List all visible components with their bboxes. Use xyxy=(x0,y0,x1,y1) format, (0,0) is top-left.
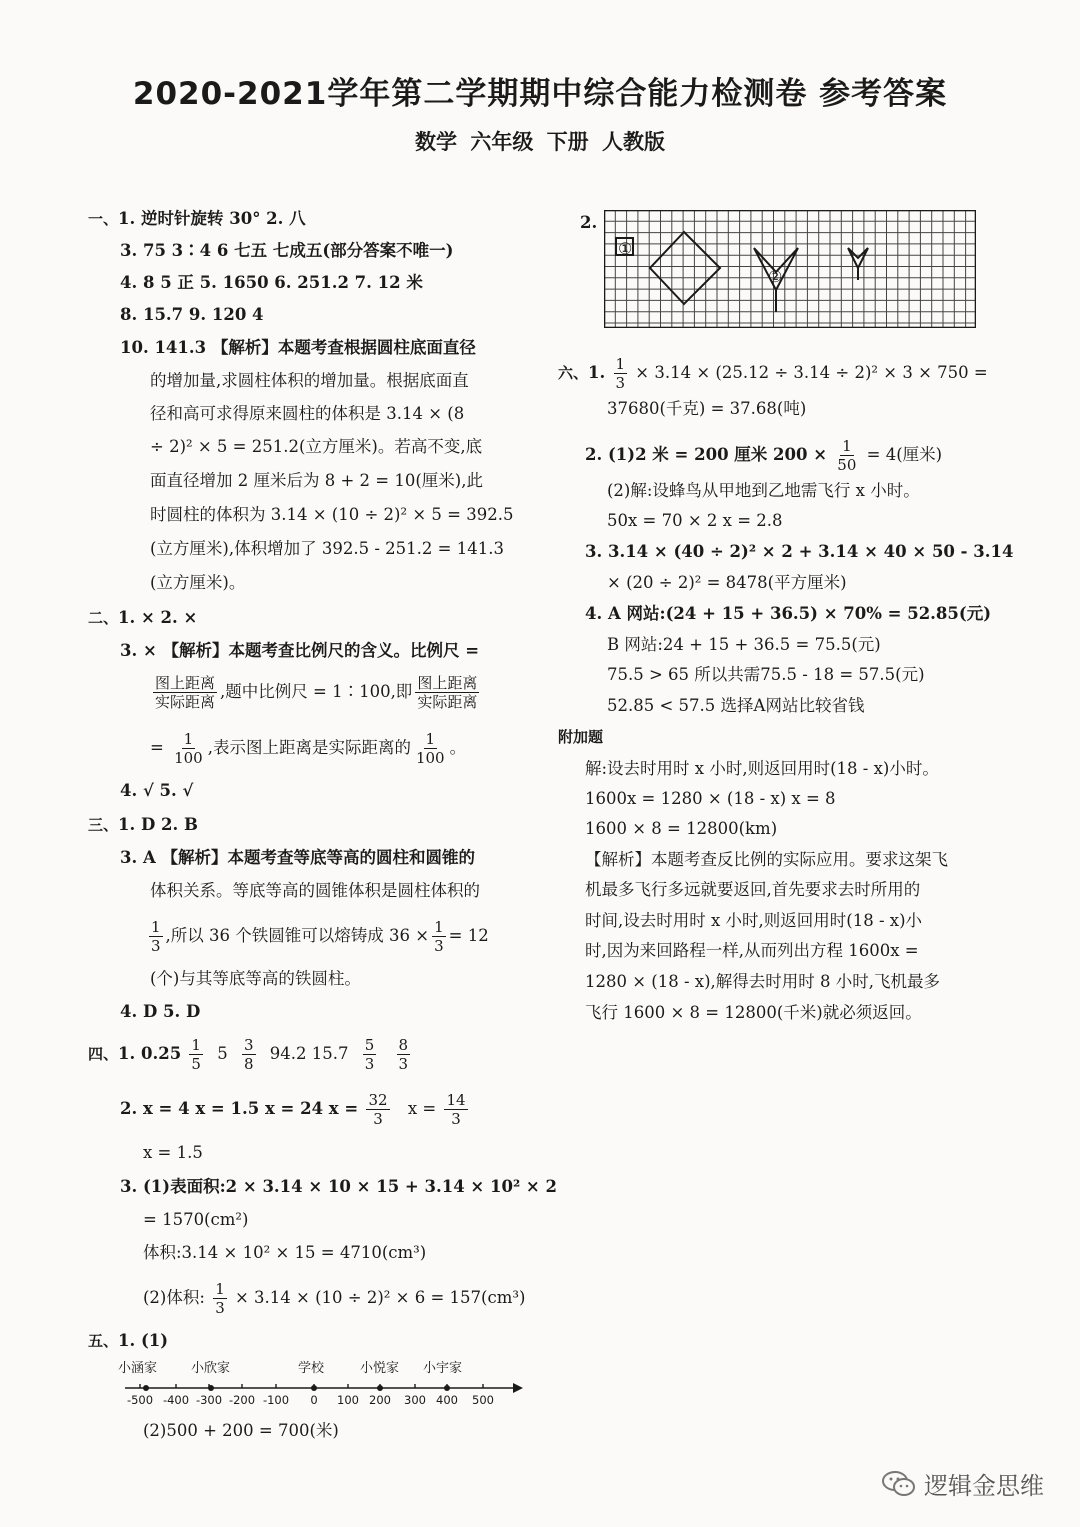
section-4-line-6: 体积:3.14 × 10² × 15 = 4710(cm³) xyxy=(143,1243,427,1262)
fraction-one-hundredth: $\frac{1}{100}$ xyxy=(174,730,203,767)
section-3-label: 三、 xyxy=(88,816,119,834)
label-two: ② xyxy=(768,267,783,286)
section-2-line-1: 二、1. × 2. × xyxy=(88,608,198,627)
tick-label: 0 xyxy=(310,1393,318,1407)
place-label: 小悦家 xyxy=(360,1361,400,1376)
section-4-line-3: x = 1.5 xyxy=(143,1143,203,1162)
tick-label: -200 xyxy=(228,1393,256,1407)
tick-label: 200 xyxy=(369,1393,391,1407)
page-subtitle: 数学 六年级 下册 人教版 xyxy=(415,130,665,154)
section-6-line-4: (2)解:设蜂鸟从甲地到乙地需飞行 x 小时。 xyxy=(607,481,920,500)
section-1-line-8: ÷ 2)² × 5 = 251.2(立方厘米)。若高不变,底 xyxy=(150,437,483,456)
extra-line-2: 1600x = 1280 × (18 - x) x = 8 xyxy=(585,789,836,808)
small-arrow-shape xyxy=(848,248,868,280)
section-3-line-2: 3. A 【解析】本题考查等底等高的圆柱和圆锥的 xyxy=(120,848,476,867)
section-6-line-2: 37680(千克) = 37.68(吨) xyxy=(607,399,807,418)
section-4-line-1: 四、1. 0.25 $\frac{1}{5}$ 5 $\frac{3}{8}$ 94.2 15.7 $\frac{5}{3}$ $\frac{8}{3}$ xyxy=(88,1036,409,1073)
section-6-line-8: 4. A 网站:(24 + 15 + 36.5) × 70% = 52.85(元) xyxy=(585,604,992,623)
extra-line-5: 机最多飞行多远就要返回,首先要求去时所用的 xyxy=(585,880,921,899)
grid-lines xyxy=(604,210,976,328)
section-3-line-5: (个)与其等底等高的铁圆柱。 xyxy=(150,969,361,988)
section-4-line-4: 3. (1)表面积:2 × 3.14 × 10 × 15 + 3.14 × 10² × 2 xyxy=(120,1177,557,1196)
tick-label: 300 xyxy=(404,1393,426,1407)
section-6-line-1: 六、1. $\frac{1}{3}$ × 3.14 × (25.12 ÷ 3.14 ÷ 2)² × 3 × 750 = xyxy=(558,355,988,392)
extra-line-4: 【解析】本题考查反比例的实际应用。要求这架飞 xyxy=(585,850,948,869)
number-line-arrow xyxy=(513,1383,523,1393)
fraction-32-3: $\frac{32}{3}$ xyxy=(368,1091,388,1128)
fraction-one-third-r: $\frac{1}{3}$ xyxy=(615,355,626,392)
section-1-line-6: 的增加量,求圆柱体积的增加量。根据底面直 xyxy=(150,371,469,390)
section-1-line-7: 径和高可求得原来圆柱的体积是 3.14 × (8 xyxy=(150,404,465,423)
place-label: 学校 xyxy=(298,1361,325,1376)
section-5-q2-label: 2. xyxy=(580,213,598,232)
section-1-line-9: 面直径增加 2 厘米后为 8 + 2 = 10(厘米),此 xyxy=(150,471,483,490)
fraction-1-5: $\frac{1}{5}$ xyxy=(191,1036,201,1073)
section-1-line-5: 10. 141.3 【解析】本题考查根据圆柱底面直径 xyxy=(120,338,476,357)
fraction-one-third-2: $\frac{1}{3}$ xyxy=(434,918,444,955)
fraction-map-over-actual-2: $\frac{\text{图上距离}}{\text{实际距离}}$ xyxy=(417,674,478,711)
wechat-icon xyxy=(882,1470,916,1498)
fraction-one-third-3: $\frac{1}{3}$ xyxy=(215,1280,225,1317)
fraction-8-3: $\frac{8}{3}$ xyxy=(398,1036,409,1073)
section-6-line-3: 2. (1)2 米 = 200 厘米 200 × $\frac{1}{50}$ = 4(厘米) xyxy=(585,437,943,474)
tick-label: -300 xyxy=(195,1393,223,1407)
section-2-line-2: 3. × 【解析】本题考查比例尺的含义。比例尺 = xyxy=(120,641,480,660)
fraction-3-8: $\frac{3}{8}$ xyxy=(243,1036,254,1073)
section-5-label: 五、 xyxy=(88,1332,119,1350)
fraction-one-third: $\frac{1}{3}$ xyxy=(151,918,161,955)
place-label: 小欣家 xyxy=(191,1361,231,1376)
section-5-line-2: (2)500 + 200 = 700(米) xyxy=(143,1421,339,1440)
tick-label: 100 xyxy=(337,1393,359,1407)
section-2-label: 二、 xyxy=(88,609,119,627)
section-6-line-11: 52.85 < 57.5 选择A网站比较省钱 xyxy=(607,696,865,715)
section-1-line-2: 3. 75 3∶4 6 七五 七成五(部分答案不唯一) xyxy=(120,241,454,260)
section-3-line-6: 4. D 5. D xyxy=(120,1002,201,1021)
section-4-line-7: (2)体积: $\frac{1}{3}$ × 3.14 × (10 ÷ 2)² × 6 = 157(cm³) xyxy=(143,1280,526,1317)
section-1-line-3: 4. 8 5 正 5. 1650 6. 251.2 7. 12 米 xyxy=(120,273,423,292)
extra-line-9: 飞行 1600 × 8 = 12800(千米)就必须返回。 xyxy=(585,1003,922,1022)
section-2-line-4: = $\frac{1}{100}$ ,表示图上距离是实际距离的 $\frac{1}{100}$ 。 xyxy=(150,730,467,767)
fraction-14-3: $\frac{14}{3}$ xyxy=(446,1091,466,1128)
section-5-line-1: 五、1. (1) xyxy=(88,1331,169,1350)
place-label: 小宇家 xyxy=(423,1361,463,1376)
fraction-one-fiftieth: $\frac{1}{50}$ xyxy=(837,437,857,474)
place-label: 小涵家 xyxy=(118,1361,158,1376)
section-3-line-1: 三、1. D 2. B xyxy=(88,815,198,834)
tick-label: 500 xyxy=(472,1393,494,1407)
section-6-line-7: × (20 ÷ 2)² = 8478(平方厘米) xyxy=(607,573,847,592)
section-1-line-4: 8. 15.7 9. 120 4 xyxy=(120,305,264,324)
tick-label: 400 xyxy=(436,1393,458,1407)
tick-label: -400 xyxy=(162,1393,190,1407)
number-line xyxy=(115,1358,525,1410)
section-6-line-9: B 网站:24 + 15 + 36.5 = 75.5(元) xyxy=(607,635,881,654)
section-4-line-2: 2. x = 4 x = 1.5 x = 24 x = $\frac{32}{3}$ x = $\frac{14}{3}$ xyxy=(120,1091,466,1128)
section-6-label: 六、 xyxy=(558,364,589,382)
fraction-5-3: $\frac{5}{3}$ xyxy=(364,1036,375,1073)
section-4-label: 四、 xyxy=(88,1045,119,1063)
page-title: 2020-2021学年第二学期期中综合能力检测卷 参考答案 xyxy=(132,76,948,112)
section-4-line-5: = 1570(cm²) xyxy=(143,1210,249,1229)
section-6-line-5: 50x = 70 × 2 x = 2.8 xyxy=(607,511,783,530)
tick-label: -500 xyxy=(126,1393,154,1407)
fraction-map-over-actual: $\frac{\text{图上距离}}{\text{实际距离}}$ xyxy=(155,674,216,711)
section-1-line-10: 时圆柱的体积为 3.14 × (10 ÷ 2)² × 5 = 392.5 xyxy=(150,505,514,524)
number-line-tick-labels xyxy=(127,1393,494,1407)
section-2-line-5: 4. √ 5. √ xyxy=(120,781,194,800)
section-1-line-12: (立方厘米)。 xyxy=(150,573,246,592)
extra-line-3: 1600 × 8 = 12800(km) xyxy=(585,819,778,838)
extra-line-1: 解:设去时用时 x 小时,则返回用时(18 - x)小时。 xyxy=(585,759,939,778)
watermark-text: 逻辑金思维 xyxy=(924,1472,1044,1500)
fraction-one-hundredth-2: $\frac{1}{100}$ xyxy=(415,730,445,767)
section-3-line-3: 体积关系。等底等高的圆锥体积是圆柱体积的 xyxy=(150,881,480,900)
label-one: ① xyxy=(618,239,633,258)
section-6-line-10: 75.5 > 65 所以共需75.5 - 18 = 57.5(元) xyxy=(607,665,925,684)
tick-label: -100 xyxy=(262,1393,290,1407)
watermark xyxy=(882,1466,1044,1501)
section-6-line-6: 3. 3.14 × (40 ÷ 2)² × 2 + 3.14 × 40 × 50 - 3.14 xyxy=(585,542,1014,561)
number-line-places xyxy=(118,1360,462,1376)
section-1-line-11: (立方厘米),体积增加了 392.5 - 251.2 = 141.3 xyxy=(150,539,504,558)
section-2-line-3: $\frac{\text{图上距离}}{\text{实际距离}}$ ,题中比例尺 = 1∶100,即 $\frac{\text{图上距离}}{\text{实际距离}}$ xyxy=(155,674,478,711)
section-3-line-4: $\frac{1}{3}$ ,所以 36 个铁圆锥可以熔铸成 36 × $\frac{1}{3}$ = 12 xyxy=(151,918,489,955)
extra-line-8: 1280 × (18 - x),解得去时用时 8 小时,飞机最多 xyxy=(585,972,941,991)
grid-figure xyxy=(604,210,976,328)
section-1-line-1: 一、1. 逆时针旋转 30° 2. 八 xyxy=(88,209,306,228)
extra-line-6: 时间,设去时用时 x 小时,则返回用时(18 - x)小 xyxy=(585,911,923,930)
section-1-label: 一、 xyxy=(88,210,119,228)
extra-line-7: 时,因为来回路程一样,从而列出方程 1600x = xyxy=(585,941,919,960)
extra-question-label: 附加题 xyxy=(558,728,604,746)
